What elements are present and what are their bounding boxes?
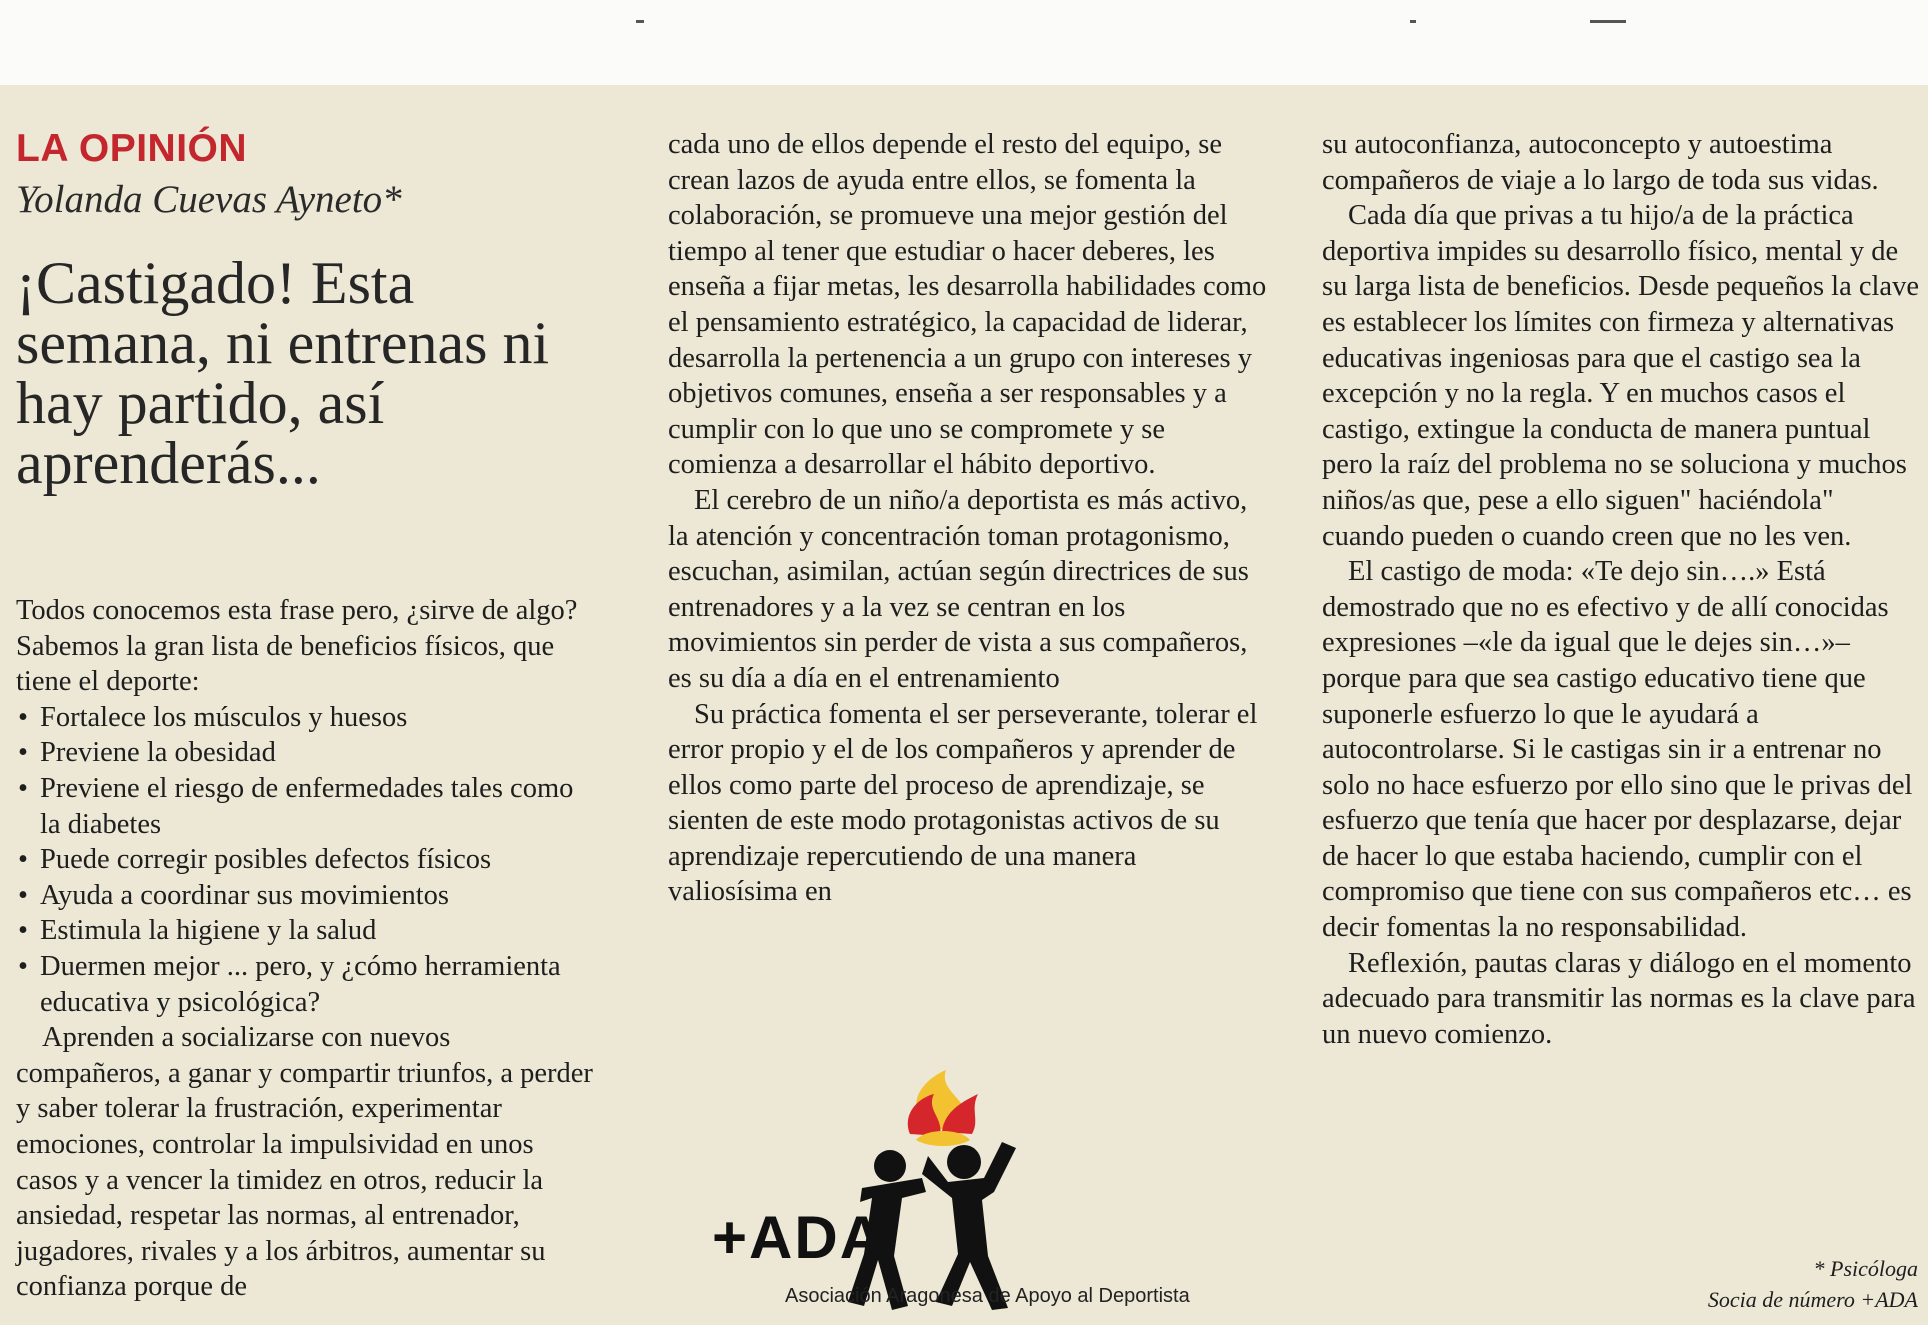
list-item: • Fortalece los músculos y huesos [16, 700, 596, 736]
paragraph: Todos conocemos esta frase pero, ¿sirve de algo? Sabemos la gran lista de beneficios físicos, que tiene el deporte: [16, 595, 578, 698]
author-byline: Yolanda Cuevas Ayneto* [16, 178, 402, 221]
scan-top-margin [0, 0, 1928, 85]
logo-caption: Asociación Aragonesa de Apoyo al Deportista [785, 1285, 1190, 1307]
footnote-membership: Socia de número +ADA [1707, 1287, 1918, 1312]
benefits-list [16, 700, 596, 1020]
scan-mark [1410, 20, 1416, 23]
paragraph: Aprenden a socializarse con nuevos compañeros, a ganar y compartir triunfos, a perder y saber tolerar la frustración, experimentar emociones, controlar la impulsividad en unos casos y a vencer la timidez en otros, reducir la ansiedad, respetar las normas, al entrenador, jugadores, rivales y a los árbitros, aumentar su confianza porque de [16, 1022, 593, 1303]
list-item: • Ayuda a coordinar sus movimientos [16, 878, 596, 914]
headline: ¡Castigado! Esta semana, ni entrenas ni hay partido, así aprenderás... [16, 250, 550, 496]
paragraph: Reflexión, pautas claras y diálogo en el momento adecuado para transmitir las normas es la clave para un nuevo comienzo. [1322, 947, 1916, 1050]
paragraph: Su práctica fomenta el ser perseverante, tolerar el error propio y el de los compañeros y aprender de ellos como parte del proceso de aprendizaje, se sienten de este modo protagonistas activos de su aprendizaje repercutiendo de una manera valiosísima en [668, 698, 1258, 908]
paragraph: Cada día que privas a tu hijo/a de la práctica deportiva impides su desarrollo físico, mental y de su larga lista de beneficios. Desde pequeños la clave es establecer los límites con firmeza y alternativas educativas ingeniosas para que el castigo sea la excepción y no la regla. Y en muchos casos el castigo, extingue la conducta de manera puntual pero la raíz del problema no se soluciona y muchos niños/as que, pese a ello siguen" haciéndola" cuando pueden o cuando creen que no les ven. [1322, 200, 1919, 552]
paragraph: su autoconfianza, autoconcepto y autoestima compañeros de viaje a lo largo de toda sus vidas. [1322, 129, 1879, 196]
logo-wordmark: +ADA [712, 1204, 886, 1271]
scan-mark [1590, 20, 1626, 23]
section-label: LA OPINIÓN [16, 127, 248, 170]
scan-mark [636, 20, 644, 23]
paragraph: El castigo de moda: «Te dejo sin….» Está demostrado que no es efectivo y de allí conocidas expresiones –«le da igual que le dejes sin…»– porque para que sea castigo educativo tiene que suponerle esfuerzo lo que le ayudará a autocontrolarse. Si le castigas sin ir a entrenar no solo no hace esfuerzo por ello sino que le privas del esfuerzo que tenía que hacer por desplazarse, dejar de hacer lo que estaba haciendo, cumplir con el compromiso que tiene con sus compañeros etc… es decir fomentas la no responsabilidad. [1322, 556, 1913, 944]
author-footnote [1588, 1253, 1918, 1315]
newspaper-page [0, 85, 1928, 1325]
paragraph: El cerebro de un niño/a deportista es más activo, la atención y concentración toman protagonismo, escuchan, asimilan, actúan según directrices de sus entrenadores y a la vez se centran en los movimientos sin perder de vista a sus compañeros, es su día a día en el entrenamiento [668, 484, 1249, 694]
list-item: • Previene el riesgo de enfermedades tales como la diabetes [16, 771, 596, 842]
list-item: • Previene la obesidad [16, 735, 596, 771]
list-item: • Puede corregir posibles defectos físicos [16, 842, 596, 878]
paragraph: cada uno de ellos depende el resto del equipo, se crean lazos de ayuda entre ellos, se fomenta la colaboración, se promueve una mejor gestión del tiempo al tener que estudiar o hacer deberes, les enseña a fijar metas, les desarrolla habilidades como el pensamiento estratégico, la capacidad de liderar, desarrolla la pertenencia a un grupo con intereses y objetivos comunes, enseña a ser responsables y a cumplir con lo que uno se compromete y se comienza a desarrollar el hábito deportivo. [668, 129, 1267, 481]
torch-figures-icon [712, 1070, 1272, 1310]
list-item: • Duermen mejor ... pero, y ¿cómo herramienta educativa y psicológica? [16, 949, 596, 1020]
list-item: • Estimula la higiene y la salud [16, 913, 596, 949]
footnote-role: * Psicóloga [1813, 1256, 1918, 1281]
